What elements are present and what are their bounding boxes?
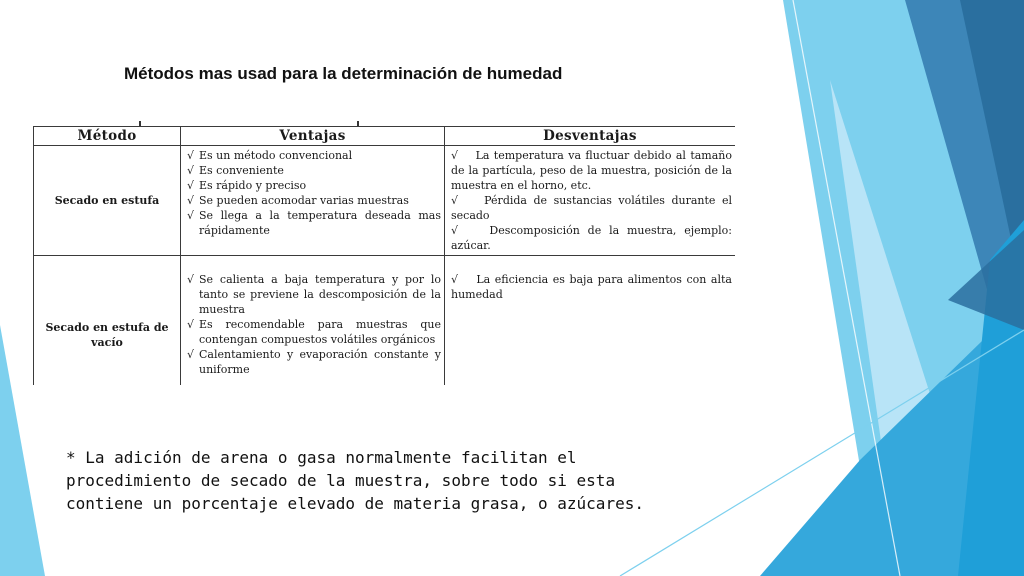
check-icon: √ xyxy=(187,164,195,177)
header-desventajas: Desventajas xyxy=(445,127,736,146)
check-icon: √ xyxy=(187,348,195,361)
check-icon: √ xyxy=(187,194,195,207)
ventaja-item: √ Se calienta a baja temperatura y por lo tanto se previene la descomposición de la muestra xyxy=(187,273,441,316)
desventaja-item: √ La eficiencia es baja para alimentos con alta humedad xyxy=(451,273,732,301)
ventaja-item: √ Calentamiento y evaporación constante y uniforme xyxy=(187,348,441,376)
methods-table-image xyxy=(33,126,735,385)
ventaja-item: √ Es un método convencional xyxy=(187,149,353,162)
check-icon: √ xyxy=(451,273,459,286)
table-row xyxy=(34,256,736,386)
table-header-row xyxy=(34,127,736,146)
header-method: Método xyxy=(34,127,181,146)
check-icon: √ xyxy=(187,209,195,222)
ventajas-cell xyxy=(181,146,445,256)
table-row xyxy=(34,146,736,256)
footnote-text: * La adición de arena o gasa normalmente facilitan el procedimiento de secado de la muestra, sobre todo si esta contiene un porcentaje elevado de materia grasa, o azúcares. xyxy=(66,448,644,513)
ventaja-item: √ Es recomendable para muestras que contengan compuestos volátiles orgánicos xyxy=(187,318,441,346)
check-icon: √ xyxy=(451,224,459,237)
desventaja-item: √ La temperatura va fluctuar debido al tamaño de la partícula, peso de la muestra, posición de la muestra en el horno, etc. xyxy=(451,149,732,192)
method-cell: Secado en estufa xyxy=(34,146,181,256)
ventajas-cell xyxy=(181,256,445,386)
method-cell: Secado en estufa de vacío xyxy=(34,256,181,386)
slide-title: Métodos mas usad para la determinación de humedad xyxy=(124,64,563,83)
check-icon: √ xyxy=(187,179,195,192)
ventaja-item: √ Es rápido y preciso xyxy=(187,179,307,192)
check-icon: √ xyxy=(187,273,195,286)
check-icon: √ xyxy=(451,194,459,207)
methods-table xyxy=(33,126,735,385)
ventaja-item: √ Se pueden acomodar varias muestras xyxy=(187,194,409,207)
desventaja-item: √ Descomposición de la muestra, ejemplo: azúcar. xyxy=(451,224,732,252)
desventajas-cell xyxy=(445,256,736,386)
desventaja-item: √ Pérdida de sustancias volátiles durante el secado xyxy=(451,194,732,222)
check-icon: √ xyxy=(187,318,195,331)
header-ventajas: Ventajas xyxy=(181,127,445,146)
ventaja-item: √ Se llega a la temperatura deseada mas rápidamente xyxy=(187,209,441,237)
check-icon: √ xyxy=(451,149,459,162)
desventajas-cell xyxy=(445,146,736,256)
ventaja-item: √ Es conveniente xyxy=(187,164,284,177)
check-icon: √ xyxy=(187,149,195,162)
